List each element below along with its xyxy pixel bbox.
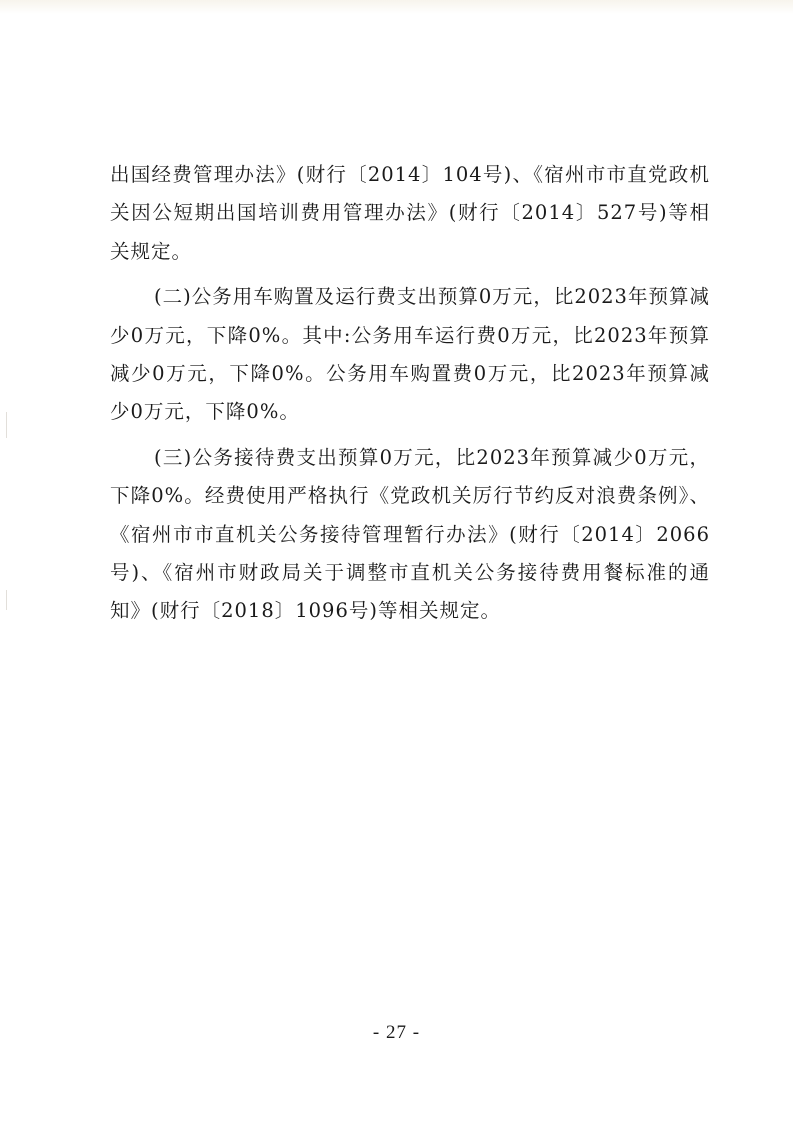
scan-artifact — [6, 412, 7, 438]
scan-artifact — [6, 590, 7, 610]
paragraph-continuation: 出国经费管理办法》(财行〔2014〕104号)、《宿州市市直党政机关因公短期出国培训费用管理办法》(财行〔2014〕527号)等相关规定。 — [110, 163, 710, 263]
paragraph-reception-expenses: (三)公务接待费支出预算0万元，比2023年预算减少0万元，下降0%。经费使用严格执行《党政机关厉行节约反对浪费条例》、《宿州市市直机关公务接待管理暂行办法》(财行〔2014〕2066号)、《宿州市财政局关于调整市直机关公务接待费用餐标准的通知》(财行〔2018〕1096号)等相关规定。 — [110, 445, 710, 623]
paragraph-vehicle-expenses: (二)公务用车购置及运行费支出预算0万元，比2023年预算减少0万元，下降0%。其中:公务用车运行费0万元，比2023年预算减少0万元，下降0%。公务用车购置费0万元，比2023年预算减少0万元，下降0%。 — [110, 285, 710, 424]
page-number: - 27 - — [372, 1022, 421, 1043]
document-body — [110, 156, 710, 638]
